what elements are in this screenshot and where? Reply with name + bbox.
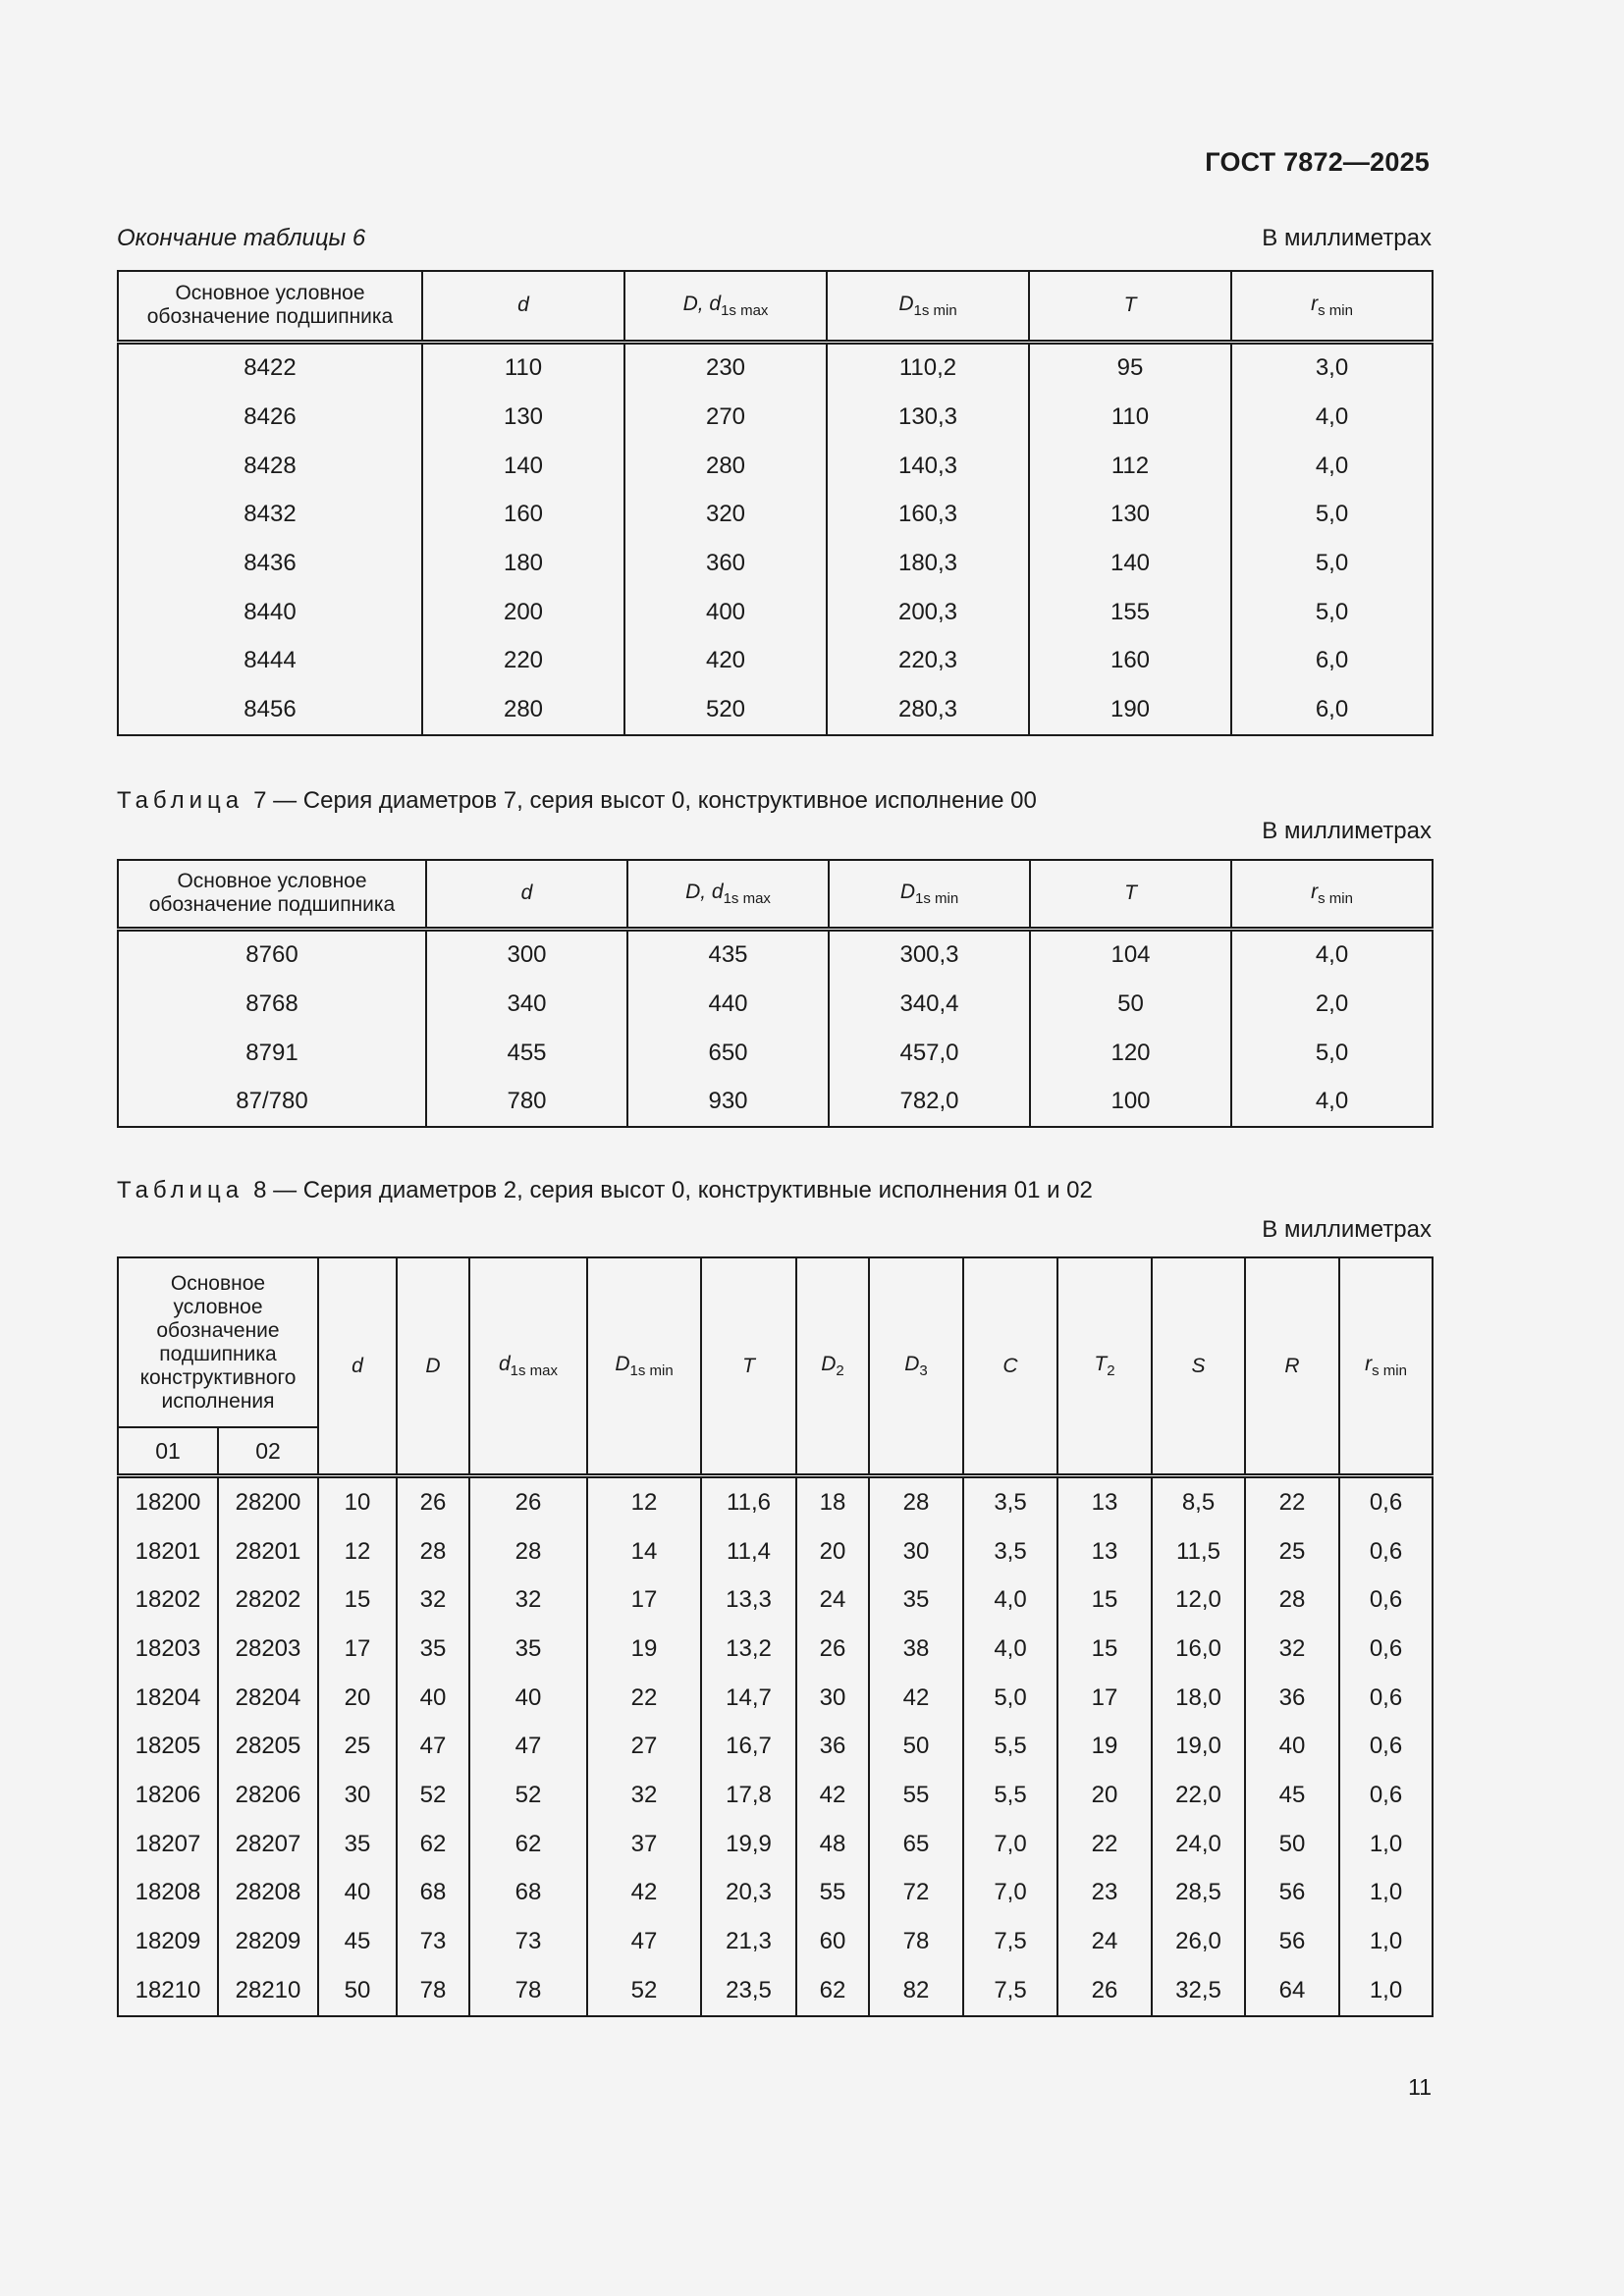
table8-cell: 28,5 bbox=[1152, 1869, 1245, 1918]
table8-header-D1smin: $D_{1s min}$ bbox=[587, 1257, 701, 1476]
table8-cell: 35 bbox=[318, 1820, 397, 1869]
table8-cell: 52 bbox=[469, 1771, 587, 1820]
table7-cell: 300 bbox=[426, 929, 627, 980]
table8-cell: 68 bbox=[469, 1869, 587, 1918]
table8-cell: 19 bbox=[1057, 1722, 1152, 1771]
table6-header-rsmin: $r_{s min}$ bbox=[1231, 271, 1433, 342]
table8-cell: 19 bbox=[587, 1625, 701, 1674]
table6-cell: 8456 bbox=[118, 685, 422, 735]
table8-cell: 20 bbox=[796, 1527, 869, 1576]
table8-cell: 18204 bbox=[118, 1674, 218, 1723]
table6-cell: 230 bbox=[624, 342, 827, 393]
table6-cell: 130,3 bbox=[827, 393, 1029, 442]
table6-cell: 520 bbox=[624, 685, 827, 735]
table8-header-d1smax: $d_{1s max}$ bbox=[469, 1257, 587, 1476]
table8-cell: 15 bbox=[318, 1575, 397, 1625]
table8-cell: 40 bbox=[397, 1674, 469, 1723]
table6-cell: 160 bbox=[1029, 637, 1231, 686]
table8-cell: 18 bbox=[796, 1476, 869, 1527]
table8-cell: 55 bbox=[869, 1771, 963, 1820]
table8-cell: 15 bbox=[1057, 1625, 1152, 1674]
table6-cell: 160 bbox=[422, 491, 624, 540]
table8-cell: 50 bbox=[1245, 1820, 1339, 1869]
table8-header-T: T bbox=[701, 1257, 796, 1476]
table8-cell: 23 bbox=[1057, 1869, 1152, 1918]
table6-row bbox=[118, 539, 1433, 588]
table8-cell: 1,0 bbox=[1339, 1820, 1433, 1869]
table7-header-d: d bbox=[426, 860, 627, 929]
table8-cell: 50 bbox=[318, 1966, 397, 2016]
table8-row bbox=[118, 1625, 1433, 1674]
table8-cell: 14 bbox=[587, 1527, 701, 1576]
table8-cell: 27 bbox=[587, 1722, 701, 1771]
table8-cell: 5,0 bbox=[963, 1674, 1057, 1723]
table6-cell: 160,3 bbox=[827, 491, 1029, 540]
table8-cell: 32 bbox=[587, 1771, 701, 1820]
table7-row bbox=[118, 980, 1433, 1029]
table8-cell: 40 bbox=[1245, 1722, 1339, 1771]
table7-header-D-d1smax: D, $d_{1s max}$ bbox=[627, 860, 829, 929]
table8-cell: 21,3 bbox=[701, 1917, 796, 1966]
table7-cell: 340,4 bbox=[829, 980, 1030, 1029]
table6-cell: 220 bbox=[422, 637, 624, 686]
table8-cell: 48 bbox=[796, 1820, 869, 1869]
table6-cell: 360 bbox=[624, 539, 827, 588]
table8-row bbox=[118, 1869, 1433, 1918]
table7 bbox=[117, 859, 1434, 1128]
table6-header-T: T bbox=[1029, 271, 1231, 342]
table8-cell: 42 bbox=[796, 1771, 869, 1820]
table8-cell: 18206 bbox=[118, 1771, 218, 1820]
table8-header-variant-01: 01 bbox=[118, 1427, 218, 1476]
table6-cell: 8440 bbox=[118, 588, 422, 637]
table8-cell: 18207 bbox=[118, 1820, 218, 1869]
table8-cell: 56 bbox=[1245, 1917, 1339, 1966]
table8-cell: 18,0 bbox=[1152, 1674, 1245, 1723]
table7-cell: 100 bbox=[1030, 1078, 1231, 1128]
table8-cell: 11,5 bbox=[1152, 1527, 1245, 1576]
table6 bbox=[117, 270, 1434, 736]
table8-cell: 24,0 bbox=[1152, 1820, 1245, 1869]
table8-caption-label: Таблица bbox=[117, 1177, 244, 1203]
table8-cell: 11,6 bbox=[701, 1476, 796, 1527]
table8-cell: 37 bbox=[587, 1820, 701, 1869]
table8-cell: 13,2 bbox=[701, 1625, 796, 1674]
table8-cell: 14,7 bbox=[701, 1674, 796, 1723]
table8-cell: 40 bbox=[318, 1869, 397, 1918]
table8-cell: 47 bbox=[397, 1722, 469, 1771]
table6-cell: 8426 bbox=[118, 393, 422, 442]
table8-cell: 72 bbox=[869, 1869, 963, 1918]
table8-cell: 0,6 bbox=[1339, 1575, 1433, 1625]
table8-cell: 4,0 bbox=[963, 1625, 1057, 1674]
table8-cell: 25 bbox=[318, 1722, 397, 1771]
table8-cell: 62 bbox=[397, 1820, 469, 1869]
table7-header-D1smin: $D_{1s min}$ bbox=[829, 860, 1030, 929]
table6-row bbox=[118, 685, 1433, 735]
table8-cell: 18201 bbox=[118, 1527, 218, 1576]
table8-cell: 25 bbox=[1245, 1527, 1339, 1576]
table7-caption-row bbox=[117, 787, 1432, 815]
table8-cell: 17 bbox=[1057, 1674, 1152, 1723]
table8-cell: 52 bbox=[587, 1966, 701, 2016]
table8-cell: 3,5 bbox=[963, 1527, 1057, 1576]
table6-cell: 5,0 bbox=[1231, 588, 1433, 637]
table8-cell: 13 bbox=[1057, 1527, 1152, 1576]
table8-cell: 5,5 bbox=[963, 1771, 1057, 1820]
table8-cell: 32 bbox=[1245, 1625, 1339, 1674]
table8-cell: 35 bbox=[869, 1575, 963, 1625]
table6-cell: 6,0 bbox=[1231, 685, 1433, 735]
table6-header-D1smin: $D_{1s min}$ bbox=[827, 271, 1029, 342]
table8-cell: 35 bbox=[397, 1625, 469, 1674]
table8-row bbox=[118, 1966, 1433, 2016]
table7-cell: 8791 bbox=[118, 1029, 426, 1078]
table8-cell: 26 bbox=[469, 1476, 587, 1527]
table7-cell: 440 bbox=[627, 980, 829, 1029]
table8-cell: 26 bbox=[397, 1476, 469, 1527]
table8-cell: 60 bbox=[796, 1917, 869, 1966]
table8-cell: 11,4 bbox=[701, 1527, 796, 1576]
table6-cell: 4,0 bbox=[1231, 393, 1433, 442]
table8-cell: 30 bbox=[869, 1527, 963, 1576]
table8-cell: 35 bbox=[469, 1625, 587, 1674]
table8-cell: 28207 bbox=[218, 1820, 318, 1869]
table6-cell: 190 bbox=[1029, 685, 1231, 735]
table8-cell: 26 bbox=[796, 1625, 869, 1674]
table8-cell: 12,0 bbox=[1152, 1575, 1245, 1625]
table7-cell: 435 bbox=[627, 929, 829, 980]
table8-cell: 22,0 bbox=[1152, 1771, 1245, 1820]
table8-cell: 36 bbox=[1245, 1674, 1339, 1723]
table7-cell: 455 bbox=[426, 1029, 627, 1078]
table8-cell: 20 bbox=[1057, 1771, 1152, 1820]
table8-cell: 52 bbox=[397, 1771, 469, 1820]
table6-cell: 200 bbox=[422, 588, 624, 637]
table8-cell: 73 bbox=[469, 1917, 587, 1966]
table8-row bbox=[118, 1527, 1433, 1576]
table8-cell: 19,0 bbox=[1152, 1722, 1245, 1771]
table6-cell: 5,0 bbox=[1231, 539, 1433, 588]
table8-cell: 18203 bbox=[118, 1625, 218, 1674]
table7-cell: 930 bbox=[627, 1078, 829, 1128]
table8-row bbox=[118, 1771, 1433, 1820]
table8 bbox=[117, 1256, 1434, 2017]
table6-cell: 200,3 bbox=[827, 588, 1029, 637]
table6-caption: Окончание таблицы 6 bbox=[117, 225, 366, 251]
table6-row bbox=[118, 491, 1433, 540]
table8-cell: 50 bbox=[869, 1722, 963, 1771]
table8-cell: 28 bbox=[469, 1527, 587, 1576]
table8-cell: 16,7 bbox=[701, 1722, 796, 1771]
table6-cell: 112 bbox=[1029, 442, 1231, 491]
table8-cell: 64 bbox=[1245, 1966, 1339, 2016]
table6-cell: 270 bbox=[624, 393, 827, 442]
table7-cell: 50 bbox=[1030, 980, 1231, 1029]
table8-cell: 0,6 bbox=[1339, 1722, 1433, 1771]
table6-cell: 280 bbox=[624, 442, 827, 491]
table8-cell: 28201 bbox=[218, 1527, 318, 1576]
table8-cell: 42 bbox=[869, 1674, 963, 1723]
table6-cell: 130 bbox=[422, 393, 624, 442]
table6-cell: 140 bbox=[422, 442, 624, 491]
table6-cell: 280 bbox=[422, 685, 624, 735]
table7-cell: 104 bbox=[1030, 929, 1231, 980]
table8-cell: 18205 bbox=[118, 1722, 218, 1771]
table7-header-T: T bbox=[1030, 860, 1231, 929]
table6-cell: 8422 bbox=[118, 342, 422, 393]
table7-units: В миллиметрах bbox=[1262, 818, 1432, 844]
table8-cell: 0,6 bbox=[1339, 1625, 1433, 1674]
table8-cell: 28205 bbox=[218, 1722, 318, 1771]
table6-cell: 110 bbox=[1029, 393, 1231, 442]
table6-row bbox=[118, 637, 1433, 686]
table8-cell: 42 bbox=[587, 1869, 701, 1918]
table8-cell: 13,3 bbox=[701, 1575, 796, 1625]
table6-units: В миллиметрах bbox=[1262, 225, 1432, 251]
table6-header-designation: Основное условное обозначение подшипника bbox=[118, 271, 422, 342]
table6-cell: 400 bbox=[624, 588, 827, 637]
table7-cell: 120 bbox=[1030, 1029, 1231, 1078]
table8-cell: 8,5 bbox=[1152, 1476, 1245, 1527]
table8-cell: 0,6 bbox=[1339, 1527, 1433, 1576]
table8-cell: 17 bbox=[587, 1575, 701, 1625]
table8-cell: 3,5 bbox=[963, 1476, 1057, 1527]
table6-cell: 320 bbox=[624, 491, 827, 540]
table6-body bbox=[118, 342, 1433, 735]
table8-header-S: S bbox=[1152, 1257, 1245, 1476]
table8-cell: 78 bbox=[397, 1966, 469, 2016]
table6-header-D-d1smax: D, $d_{1s max}$ bbox=[624, 271, 827, 342]
table6-caption-row bbox=[117, 225, 1432, 252]
table8-header-D: D bbox=[397, 1257, 469, 1476]
table6-row bbox=[118, 588, 1433, 637]
table8-header-d: d bbox=[318, 1257, 397, 1476]
table7-header-designation: Основное условное обозначение подшипника bbox=[118, 860, 426, 929]
table8-cell: 73 bbox=[397, 1917, 469, 1966]
table6-cell: 3,0 bbox=[1231, 342, 1433, 393]
table8-cell: 5,5 bbox=[963, 1722, 1057, 1771]
table6-cell: 4,0 bbox=[1231, 442, 1433, 491]
table6-cell: 110 bbox=[422, 342, 624, 393]
table8-cell: 28200 bbox=[218, 1476, 318, 1527]
table6-cell: 155 bbox=[1029, 588, 1231, 637]
table8-cell: 78 bbox=[469, 1966, 587, 2016]
table6-cell: 180 bbox=[422, 539, 624, 588]
table8-cell: 7,0 bbox=[963, 1820, 1057, 1869]
table8-cell: 62 bbox=[796, 1966, 869, 2016]
table8-cell: 18209 bbox=[118, 1917, 218, 1966]
table8-cell: 22 bbox=[587, 1674, 701, 1723]
table8-cell: 78 bbox=[869, 1917, 963, 1966]
table7-cell: 8760 bbox=[118, 929, 426, 980]
table8-cell: 28209 bbox=[218, 1917, 318, 1966]
table8-cell: 30 bbox=[318, 1771, 397, 1820]
table8-cell: 28206 bbox=[218, 1771, 318, 1820]
table8-row bbox=[118, 1820, 1433, 1869]
table8-cell: 22 bbox=[1057, 1820, 1152, 1869]
table8-caption-text: 8 — Серия диаметров 2, серия высот 0, конструктивные исполнения 01 и 02 bbox=[253, 1177, 1093, 1203]
table8-cell: 13 bbox=[1057, 1476, 1152, 1527]
table8-cell: 82 bbox=[869, 1966, 963, 2016]
table7-cell: 4,0 bbox=[1231, 1078, 1433, 1128]
table7-body bbox=[118, 929, 1433, 1127]
table8-cell: 65 bbox=[869, 1820, 963, 1869]
table6-row bbox=[118, 393, 1433, 442]
document-number: ГОСТ 7872—2025 bbox=[1205, 147, 1430, 177]
table8-cell: 24 bbox=[796, 1575, 869, 1625]
table8-cell: 10 bbox=[318, 1476, 397, 1527]
table7-cell: 780 bbox=[426, 1078, 627, 1128]
table6-cell: 180,3 bbox=[827, 539, 1029, 588]
table7-cell: 87/780 bbox=[118, 1078, 426, 1128]
table8-cell: 1,0 bbox=[1339, 1917, 1433, 1966]
table8-cell: 12 bbox=[587, 1476, 701, 1527]
table8-cell: 68 bbox=[397, 1869, 469, 1918]
table8-cell: 47 bbox=[469, 1722, 587, 1771]
table7-row bbox=[118, 1078, 1433, 1128]
table6-cell: 95 bbox=[1029, 342, 1231, 393]
table6-cell: 8436 bbox=[118, 539, 422, 588]
table8-header-D2: $D_2$ bbox=[796, 1257, 869, 1476]
table6-cell: 8428 bbox=[118, 442, 422, 491]
table8-cell: 7,0 bbox=[963, 1869, 1057, 1918]
table8-cell: 26 bbox=[1057, 1966, 1152, 2016]
table6-cell: 140,3 bbox=[827, 442, 1029, 491]
table8-cell: 26,0 bbox=[1152, 1917, 1245, 1966]
table8-cell: 40 bbox=[469, 1674, 587, 1723]
page-number: 11 bbox=[1408, 2074, 1432, 2100]
table6-cell: 8444 bbox=[118, 637, 422, 686]
table8-row bbox=[118, 1476, 1433, 1527]
table8-cell: 18208 bbox=[118, 1869, 218, 1918]
table7-row bbox=[118, 1029, 1433, 1078]
table6-cell: 110,2 bbox=[827, 342, 1029, 393]
table8-units: В миллиметрах bbox=[1262, 1216, 1432, 1243]
table7-cell: 782,0 bbox=[829, 1078, 1030, 1128]
table6-cell: 420 bbox=[624, 637, 827, 686]
table8-cell: 55 bbox=[796, 1869, 869, 1918]
table8-cell: 1,0 bbox=[1339, 1869, 1433, 1918]
table8-cell: 22 bbox=[1245, 1476, 1339, 1527]
table8-cell: 38 bbox=[869, 1625, 963, 1674]
table7-cell: 4,0 bbox=[1231, 929, 1433, 980]
table8-cell: 20,3 bbox=[701, 1869, 796, 1918]
table6-cell: 140 bbox=[1029, 539, 1231, 588]
table7-cell: 5,0 bbox=[1231, 1029, 1433, 1078]
table7-cell: 2,0 bbox=[1231, 980, 1433, 1029]
table6-cell: 5,0 bbox=[1231, 491, 1433, 540]
table8-body bbox=[118, 1476, 1433, 2016]
table7-caption-text: 7 — Серия диаметров 7, серия высот 0, конструктивное исполнение 00 bbox=[253, 787, 1037, 814]
table8-header-D3: $D_3$ bbox=[869, 1257, 963, 1476]
table8-cell: 45 bbox=[1245, 1771, 1339, 1820]
table8-cell: 0,6 bbox=[1339, 1771, 1433, 1820]
table8-cell: 12 bbox=[318, 1527, 397, 1576]
table8-cell: 16,0 bbox=[1152, 1625, 1245, 1674]
table8-row bbox=[118, 1674, 1433, 1723]
table6-header-d: d bbox=[422, 271, 624, 342]
table8-row bbox=[118, 1917, 1433, 1966]
table7-cell: 8768 bbox=[118, 980, 426, 1029]
table8-cell: 30 bbox=[796, 1674, 869, 1723]
table8-cell: 18210 bbox=[118, 1966, 218, 2016]
table8-cell: 28204 bbox=[218, 1674, 318, 1723]
table7-cell: 650 bbox=[627, 1029, 829, 1078]
table8-cell: 47 bbox=[587, 1917, 701, 1966]
table8-cell: 32 bbox=[469, 1575, 587, 1625]
table6-row bbox=[118, 442, 1433, 491]
table7-caption-label: Таблица bbox=[117, 787, 244, 814]
table8-header-T2: $T_2$ bbox=[1057, 1257, 1152, 1476]
table8-header-C: C bbox=[963, 1257, 1057, 1476]
table8-cell: 28 bbox=[397, 1527, 469, 1576]
table8-cell: 24 bbox=[1057, 1917, 1152, 1966]
table8-row bbox=[118, 1575, 1433, 1625]
table6-cell: 220,3 bbox=[827, 637, 1029, 686]
table8-header-variant-02: 02 bbox=[218, 1427, 318, 1476]
table8-row bbox=[118, 1722, 1433, 1771]
table8-cell: 32,5 bbox=[1152, 1966, 1245, 2016]
table8-cell: 1,0 bbox=[1339, 1966, 1433, 2016]
table8-cell: 62 bbox=[469, 1820, 587, 1869]
table8-cell: 28 bbox=[1245, 1575, 1339, 1625]
table6-row bbox=[118, 342, 1433, 393]
table8-cell: 28 bbox=[869, 1476, 963, 1527]
table8-cell: 0,6 bbox=[1339, 1674, 1433, 1723]
table8-header-designation: Основное условное обозначение подшипника конструктивного исполнения bbox=[118, 1257, 318, 1427]
table7-row bbox=[118, 929, 1433, 980]
table8-cell: 28208 bbox=[218, 1869, 318, 1918]
table7-cell: 457,0 bbox=[829, 1029, 1030, 1078]
table8-cell: 17,8 bbox=[701, 1771, 796, 1820]
table8-cell: 28210 bbox=[218, 1966, 318, 2016]
table8-cell: 7,5 bbox=[963, 1917, 1057, 1966]
table8-cell: 20 bbox=[318, 1674, 397, 1723]
table8-cell: 19,9 bbox=[701, 1820, 796, 1869]
table8-cell: 45 bbox=[318, 1917, 397, 1966]
table8-cell: 36 bbox=[796, 1722, 869, 1771]
table8-cell: 56 bbox=[1245, 1869, 1339, 1918]
table8-cell: 28202 bbox=[218, 1575, 318, 1625]
table7-cell: 340 bbox=[426, 980, 627, 1029]
table6-cell: 280,3 bbox=[827, 685, 1029, 735]
table8-cell: 23,5 bbox=[701, 1966, 796, 2016]
table8-cell: 18202 bbox=[118, 1575, 218, 1625]
table8-cell: 15 bbox=[1057, 1575, 1152, 1625]
table8-cell: 7,5 bbox=[963, 1966, 1057, 2016]
table8-cell: 0,6 bbox=[1339, 1476, 1433, 1527]
table6-cell: 6,0 bbox=[1231, 637, 1433, 686]
table7-header-rsmin: $r_{s min}$ bbox=[1231, 860, 1433, 929]
table8-cell: 4,0 bbox=[963, 1575, 1057, 1625]
table8-header-R: R bbox=[1245, 1257, 1339, 1476]
table8-cell: 32 bbox=[397, 1575, 469, 1625]
table8-caption-row bbox=[117, 1177, 1432, 1204]
table6-cell: 130 bbox=[1029, 491, 1231, 540]
table6-cell: 8432 bbox=[118, 491, 422, 540]
table8-cell: 18200 bbox=[118, 1476, 218, 1527]
table7-cell: 300,3 bbox=[829, 929, 1030, 980]
table8-cell: 28203 bbox=[218, 1625, 318, 1674]
table8-cell: 17 bbox=[318, 1625, 397, 1674]
table8-header-rsmin: $r_{s min}$ bbox=[1339, 1257, 1433, 1476]
